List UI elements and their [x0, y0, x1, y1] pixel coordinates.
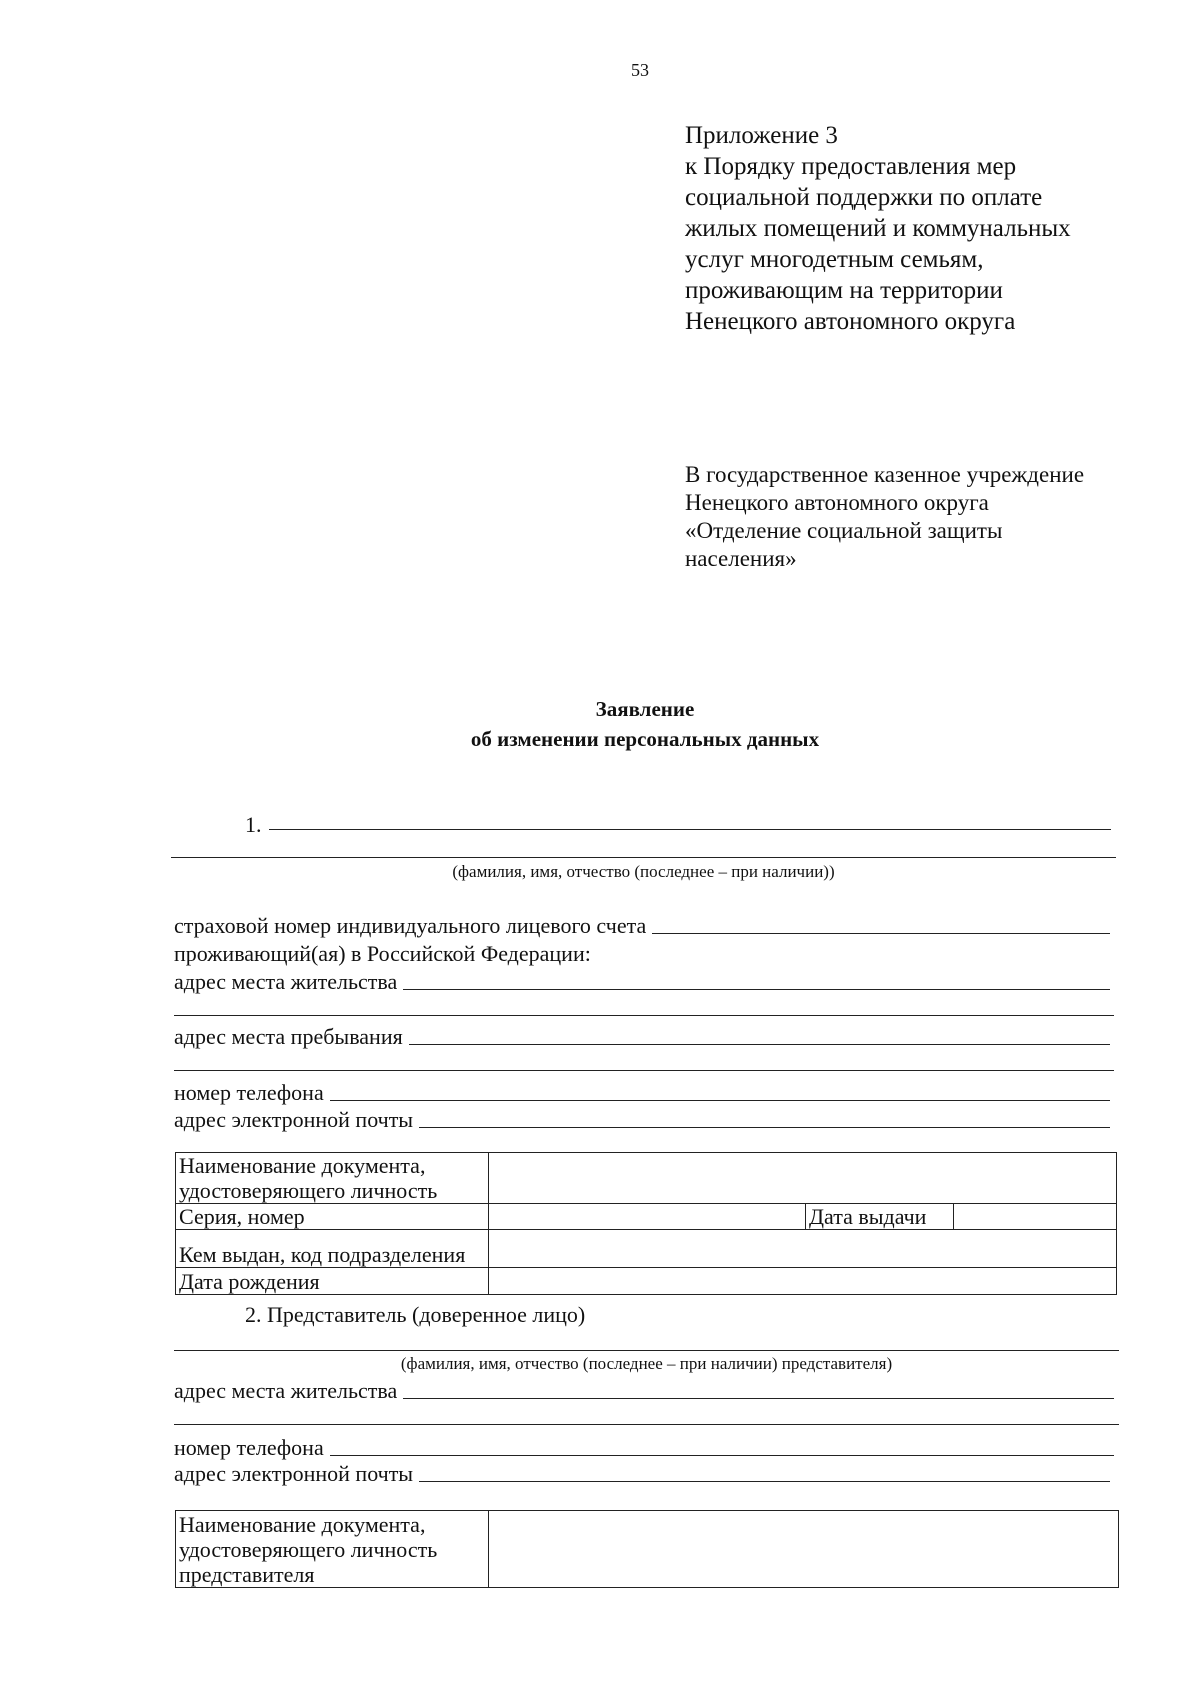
fio-field-continuation[interactable] [171, 857, 1116, 858]
appendix-line: социальной поддержки по оплате [685, 184, 1043, 211]
rep-doc-name-cell [176, 1511, 489, 1588]
identity-document-table [175, 1152, 1117, 1295]
rep-phone-field[interactable] [330, 1454, 1114, 1456]
rep-doc-name-line: Наименование документа, [179, 1512, 426, 1537]
rep-phone-label: номер телефона [174, 1435, 324, 1460]
table-row [176, 1153, 1117, 1204]
rep-email-label: адрес электронной почты [174, 1461, 414, 1486]
issued-by-label: Кем выдан, код подразделения [176, 1230, 489, 1268]
addressee-line: населения» [685, 546, 797, 571]
fio-field[interactable] [269, 829, 1111, 830]
series-number-label: Серия, номер [176, 1204, 489, 1230]
table-row [176, 1268, 1117, 1295]
representative-fio-caption: (фамилия, имя, отчество (последнее – при наличии) представителя) [400, 1354, 893, 1373]
page-number: 53 [631, 60, 649, 80]
rep-residence-field-continuation[interactable] [174, 1424, 1119, 1425]
doc-name-value[interactable] [489, 1153, 1117, 1204]
appendix-line: Приложение 3 [685, 122, 838, 149]
rep-doc-name-value[interactable] [489, 1511, 1119, 1588]
rep-email-field[interactable] [419, 1480, 1110, 1482]
representative-fio-field[interactable] [174, 1350, 1119, 1351]
residence-field[interactable] [403, 988, 1110, 990]
rep-doc-name-line: представителя [179, 1562, 315, 1587]
rep-doc-name-line: удостоверяющего личность [179, 1537, 438, 1562]
appendix-line: услуг многодетным семьям, [685, 246, 984, 273]
birth-date-label: Дата рождения [176, 1268, 489, 1295]
issue-date-label: Дата выдачи [806, 1204, 954, 1230]
section-2-heading: 2. Представитель (доверенное лицо) [245, 1302, 586, 1327]
stay-row [174, 1024, 1110, 1050]
doc-name-cell [176, 1153, 489, 1204]
phone-label: номер телефона [174, 1080, 324, 1105]
rep-email-row [174, 1461, 1110, 1487]
document-title [0, 694, 1200, 754]
addressee-block [685, 461, 1165, 573]
table-row [176, 1230, 1117, 1268]
stay-label: адрес места пребывания [174, 1024, 403, 1049]
stay-field-continuation[interactable] [174, 1070, 1114, 1071]
email-field[interactable] [419, 1126, 1110, 1128]
issue-date-value[interactable] [954, 1204, 1117, 1230]
phone-field[interactable] [330, 1099, 1110, 1101]
snils-row [174, 913, 1110, 939]
appendix-line: к Порядку предоставления мер [685, 153, 1017, 180]
doc-name-line: удостоверяющего личность [179, 1178, 438, 1203]
email-label: адрес электронной почты [174, 1107, 414, 1132]
snils-label: страховой номер индивидуального лицевого счета [174, 913, 647, 938]
rep-residence-field[interactable] [403, 1397, 1114, 1399]
addressee-line: В государственное казенное учреждение [685, 462, 1085, 487]
representative-document-table [175, 1510, 1119, 1588]
appendix-header [685, 120, 1165, 337]
rep-residence-row [174, 1378, 1114, 1404]
appendix-line: жилых помещений и коммунальных [685, 215, 1071, 242]
appendix-line: Ненецкого автономного округа [685, 308, 1016, 335]
rep-phone-row [174, 1435, 1114, 1461]
phone-row [174, 1080, 1110, 1106]
email-row [174, 1107, 1110, 1133]
residence-label: адрес места жительства [174, 969, 398, 994]
addressee-line: «Отделение социальной защиты [685, 518, 1003, 543]
stay-field[interactable] [409, 1043, 1110, 1045]
snils-field[interactable] [652, 932, 1110, 934]
issued-by-value[interactable] [489, 1230, 1117, 1268]
residing-label: проживающий(ая) в Российской Федерации: [174, 941, 591, 966]
table-row [176, 1204, 1117, 1230]
appendix-line: проживающим на территории [685, 277, 1003, 304]
birth-date-value[interactable] [489, 1268, 1117, 1295]
fio-caption: (фамилия, имя, отчество (последнее – при наличии)) [452, 862, 835, 881]
residence-field-continuation[interactable] [174, 1015, 1114, 1016]
doc-name-line: Наименование документа, [179, 1153, 426, 1178]
section-1-number: 1. [245, 812, 262, 837]
title-line-1: Заявление [595, 697, 695, 721]
title-line-2: об изменении персональных данных [470, 727, 820, 751]
rep-residence-label: адрес места жительства [174, 1378, 398, 1403]
residence-row [174, 969, 1110, 995]
addressee-line: Ненецкого автономного округа [685, 490, 989, 515]
table-row [176, 1511, 1119, 1588]
series-number-value[interactable] [489, 1204, 806, 1230]
